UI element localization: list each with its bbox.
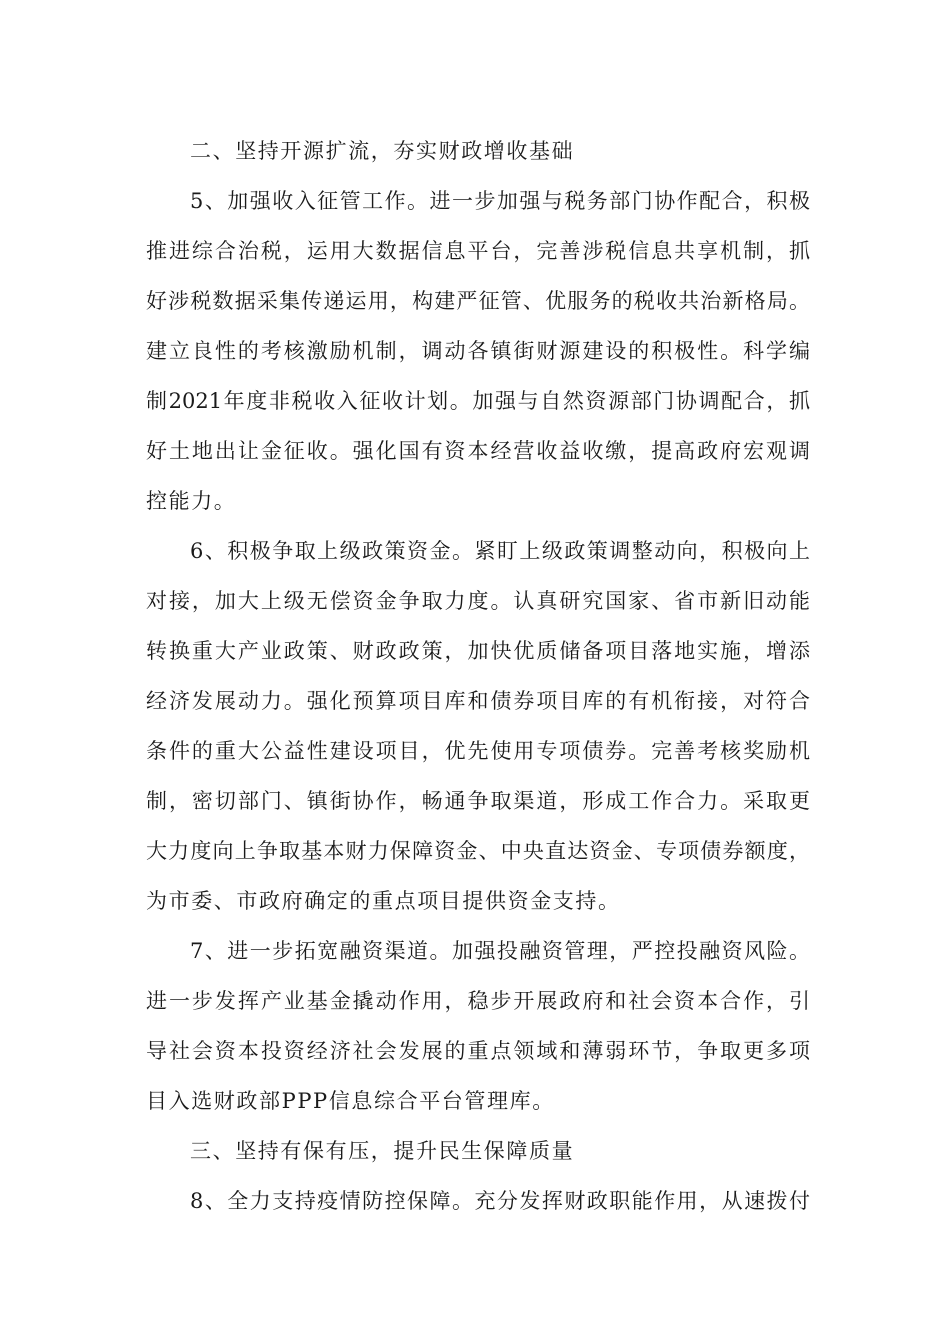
paragraph-5-line: 5、加强收入征管工作。进一步加强与税务部门协作配合，积极: [190, 189, 810, 213]
paragraph-8-line: 8、全力支持疫情防控保障。充分发挥财政职能作用，从速拨付: [190, 1189, 810, 1213]
paragraph-5-line: 好涉税数据采集传递运用，构建严征管、优服务的税收共治新格局。: [146, 289, 810, 313]
paragraph-6-line: 经济发展动力。强化预算项目库和债券项目库的有机衔接，对符合: [146, 689, 810, 713]
paragraph-6-line: 大力度向上争取基本财力保障资金、中央直达资金、专项债券额度，: [146, 839, 810, 863]
section-heading-3: 三、坚持有保有压，提升民生保障质量: [190, 1139, 575, 1163]
paragraph-5-line: 推进综合治税，运用大数据信息平台，完善涉税信息共享机制，抓: [146, 239, 810, 263]
paragraph-6-line: 6、积极争取上级政策资金。紧盯上级政策调整动向，积极向上: [190, 539, 810, 563]
paragraph-5-line: 好土地出让金征收。强化国有资本经营收益收缴，提高政府宏观调: [146, 439, 810, 463]
paragraph-6-line: 为市委、市政府确定的重点项目提供资金支持。: [146, 889, 621, 913]
paragraph-6-line: 转换重大产业政策、财政政策，加快优质储备项目落地实施，增添: [146, 639, 810, 663]
paragraph-7-line: 目入选财政部PPP信息综合平台管理库。: [146, 1089, 555, 1113]
paragraph-7-line: 7、进一步拓宽融资渠道。加强投融资管理，严控投融资风险。: [190, 939, 810, 963]
paragraph-6-line: 对接，加大上级无偿资金争取力度。认真研究国家、省市新旧动能: [146, 589, 810, 613]
paragraph-7-line: 进一步发挥产业基金撬动作用，稳步开展政府和社会资本合作，引: [146, 989, 810, 1013]
paragraph-5-line: 制2021年度非税收入征收计划。加强与自然资源部门协调配合，抓: [146, 389, 810, 413]
paragraph-5-line: 建立良性的考核激励机制，调动各镇街财源建设的积极性。科学编: [146, 339, 810, 363]
section-heading-2: 二、坚持开源扩流，夯实财政增收基础: [190, 139, 575, 163]
paragraph-6-line: 制，密切部门、镇街协作，畅通争取渠道，形成工作合力。采取更: [146, 789, 810, 813]
paragraph-6-line: 条件的重大公益性建设项目，优先使用专项债券。完善考核奖励机: [146, 739, 810, 763]
paragraph-5-line: 控能力。: [146, 489, 237, 513]
paragraph-7-line: 导社会资本投资经济社会发展的重点领域和薄弱环节，争取更多项: [146, 1039, 810, 1063]
